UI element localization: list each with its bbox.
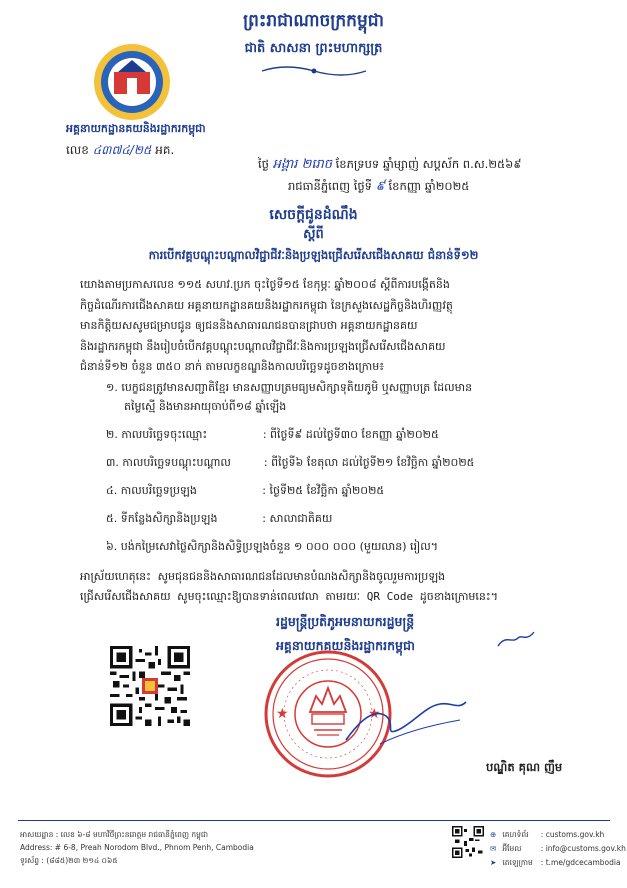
item-number: ៤. xyxy=(106,484,118,497)
solar-date xyxy=(288,178,469,197)
website-link[interactable]: : customs.gov.kh xyxy=(540,830,605,839)
signatory-position: អគ្គនាយកគយនិងរដ្ឋាករកម្ពុជា xyxy=(276,638,415,653)
solar-prefix: រាជធានីភ្នំពេញ ថ្ងៃទី xyxy=(288,179,372,193)
ref-prefix: លេខ xyxy=(66,143,89,157)
list-item xyxy=(106,537,606,556)
about-label: ស្តីពី xyxy=(303,227,324,242)
item-continuation: តម្លៃស្មើ និងមានអាយុចាប់ពី១៨ ឆ្នាំឡើង xyxy=(124,400,287,413)
email-row[interactable] xyxy=(490,842,626,856)
department-name: អគ្គនាយកដ្ឋានគយនិងរដ្ឋាករកម្ពុជា xyxy=(66,122,206,135)
email-label: អ៊ីមែល xyxy=(502,844,522,853)
ref-number: ៤៣៧៤/២៥ xyxy=(92,143,152,157)
item-value: : ពីថ្ងៃទី៩ ដល់ថ្ងៃទី៣០ ខែកញ្ញា ឆ្នាំ២០២៥ xyxy=(262,428,439,441)
signer-name: បណ្ឌិត គុណ ញឹម xyxy=(486,760,563,774)
telegram-link[interactable]: : t.me/gdcecambodia xyxy=(540,858,621,867)
footer-contacts xyxy=(490,828,626,870)
address-english: Address: # 6-8, Preah Norodom Blvd., Phnom Penh, Cambodia xyxy=(20,843,254,852)
item-number: ៥. xyxy=(106,512,118,525)
svg-text:★: ★ xyxy=(276,706,289,722)
body-paragraph: យោងតាមប្រកាសលេខ ១១៥ សហវ.ប្រក ចុះថ្ងៃទី១៥ ខែកុម្ភៈ ឆ្នាំ២០០៨ ស្តីពីការបង្កើតនិង កិច្ចដំណើរការជើងសាគយ អគ្គនាយកដ្ឋានគយនិងរដ្ឋាករកម្ពុជា នៃក្រសួងសេដ្ឋកិច្ចនិងហិរញ្ញវត្ថុ មានកិត្តិយសសូមជម្រាបជូន ឲ្យជននិងសាធារណជនបានជ្រាបថា អគ្គនាយកដ្ឋានគយ និងរដ្ឋាករកម្ពុជា នឹងរៀបចំបើកវគ្គបណ្តុះបណ្តាលវិជ្ជាជីវៈនិងការប្រឡងជ្រើសរើសជើងសាគយ ជំនាន់ទី១២ ចំនួន ៣៥០ នាក់ តាមលក្ខខណ្ឌនិងកាលបរិច្ឆេទដូចខាងក្រោម៖ xyxy=(80,278,453,373)
address-khmer: អាសយដ្ឋាន : លេខ ៦-៨ មហាវិថីព្រះនរោត្តម រាជធានីភ្នំពេញ កម្ពុជា xyxy=(20,830,209,839)
solar-rest: ខែកញ្ញា ឆ្នាំ២០២៥ xyxy=(388,179,470,193)
conditions-list xyxy=(106,378,606,565)
telegram-row[interactable] xyxy=(490,856,626,870)
motto-heading: ជាតិ សាសនា ព្រះមហាក្សត្រ xyxy=(244,41,383,56)
item-label: ទីកន្លែងសិក្សានិងប្រឡង xyxy=(120,512,218,525)
item-label: កាលបរិច្ឆេទបណ្តុះបណ្តាល xyxy=(122,456,231,469)
email-icon: ✉ xyxy=(490,844,497,853)
registration-qr-code-icon[interactable] xyxy=(110,646,190,726)
lunar-rest: ខែភទ្របទ ឆ្នាំម្សាញ់ សប្តស័ក ព.ស.២៥៦៩ xyxy=(335,157,522,171)
ref-suffix: អគ. xyxy=(155,143,175,157)
list-item xyxy=(106,378,606,416)
item-number: ៦. xyxy=(106,540,118,553)
item-number: ២. xyxy=(106,428,118,441)
item-value: : ពីថ្ងៃទី៦ ខែតុលា ដល់ថ្ងៃទី២១ ខែវិច្ឆិកា ឆ្នាំ២០២៥ xyxy=(263,456,475,469)
svg-text:★: ★ xyxy=(368,706,381,722)
ornament-flourish-icon xyxy=(258,64,370,78)
list-item xyxy=(106,453,606,472)
closing-paragraph: អាស្រ័យហេតុនេះ សូមជុនជននិងសាធារណជនដែលមានបំណងសិក្សានិងចូលរួមការប្រឡង ជ្រើសរើសជើងសាគយ សូមចុះឈ្មោះឱ្យបានទាន់ពេលវេលា តាមរយៈ QR Code ដូចខាងក្រោមនេះ។ xyxy=(80,570,498,603)
item-number: ៣. xyxy=(106,456,119,469)
kingdom-heading: ព្រះរាជាណាចក្រកម្ពុជា xyxy=(243,11,384,31)
initials-signature-icon xyxy=(496,630,536,650)
reference-number xyxy=(66,142,174,160)
customs-emblem-icon xyxy=(92,42,172,122)
subject-line: ការបើកវគ្គបណ្តុះបណ្តាលវិជ្ជាជីវៈនិងប្រឡងជ្រើសរើសជើងសាគយ ជំនាន់ទី១២ xyxy=(148,248,479,262)
item-value: : សាលាជាតិគយ xyxy=(262,512,333,525)
handwritten-signature-icon xyxy=(340,690,480,750)
footer-qr-code-icon[interactable] xyxy=(452,826,484,858)
item-label: បេក្ខជនត្រូវមានសញ្ជាតិខ្មែរ មានសញ្ញាបត្រមធ្យមសិក្សាទុតិយភូមិ ឬសញ្ញាបត្រ ដែលមាន xyxy=(121,381,473,394)
lunar-prefix: ថ្ងៃ xyxy=(258,157,269,171)
signatory-title: រដ្ឋមន្ត្រីប្រតិភូអមនាយករដ្ឋមន្ត្រី xyxy=(276,614,415,629)
item-number: ១. xyxy=(106,381,118,394)
lunar-day: អង្គារ ២រោច xyxy=(272,157,332,172)
item-value: : ថ្ងៃទី២៥ ខែវិច្ឆិកា ឆ្នាំ២០២៥ xyxy=(262,484,385,497)
list-item xyxy=(106,425,606,444)
list-item xyxy=(106,481,606,500)
telegram-label: តេឡេក្រាម xyxy=(502,858,533,867)
website-label: គេហទំព័រ xyxy=(502,830,529,839)
item-label: កាលបរិច្ឆេទប្រឡង xyxy=(120,484,197,497)
list-item xyxy=(106,509,606,528)
footer-divider xyxy=(18,820,610,821)
document-type: សេចក្តីជូនដំណឹង xyxy=(269,207,358,223)
item-label: កាលបរិច្ឆេទចុះឈ្មោះ xyxy=(121,428,208,441)
website-row[interactable] xyxy=(490,828,626,842)
globe-icon: ⊕ xyxy=(490,830,497,839)
footer-address xyxy=(20,828,254,867)
phone-number: ទូរស័ព្ទ : (៨៨៥)២៣ ២១៤ ០៦៥ xyxy=(20,856,118,865)
telegram-icon: ➤ xyxy=(490,858,497,867)
email-link[interactable]: : info@customs.gov.kh xyxy=(540,844,626,853)
lunar-date xyxy=(258,156,521,175)
solar-day: ៩ xyxy=(375,179,385,194)
item-label: បង់កម្រៃសេវាថ្លៃសិក្សានិងសិទ្ធិប្រឡងចំនួន ១ ០០០ ០០០ (មួយលាន) រៀល។ xyxy=(120,540,439,553)
